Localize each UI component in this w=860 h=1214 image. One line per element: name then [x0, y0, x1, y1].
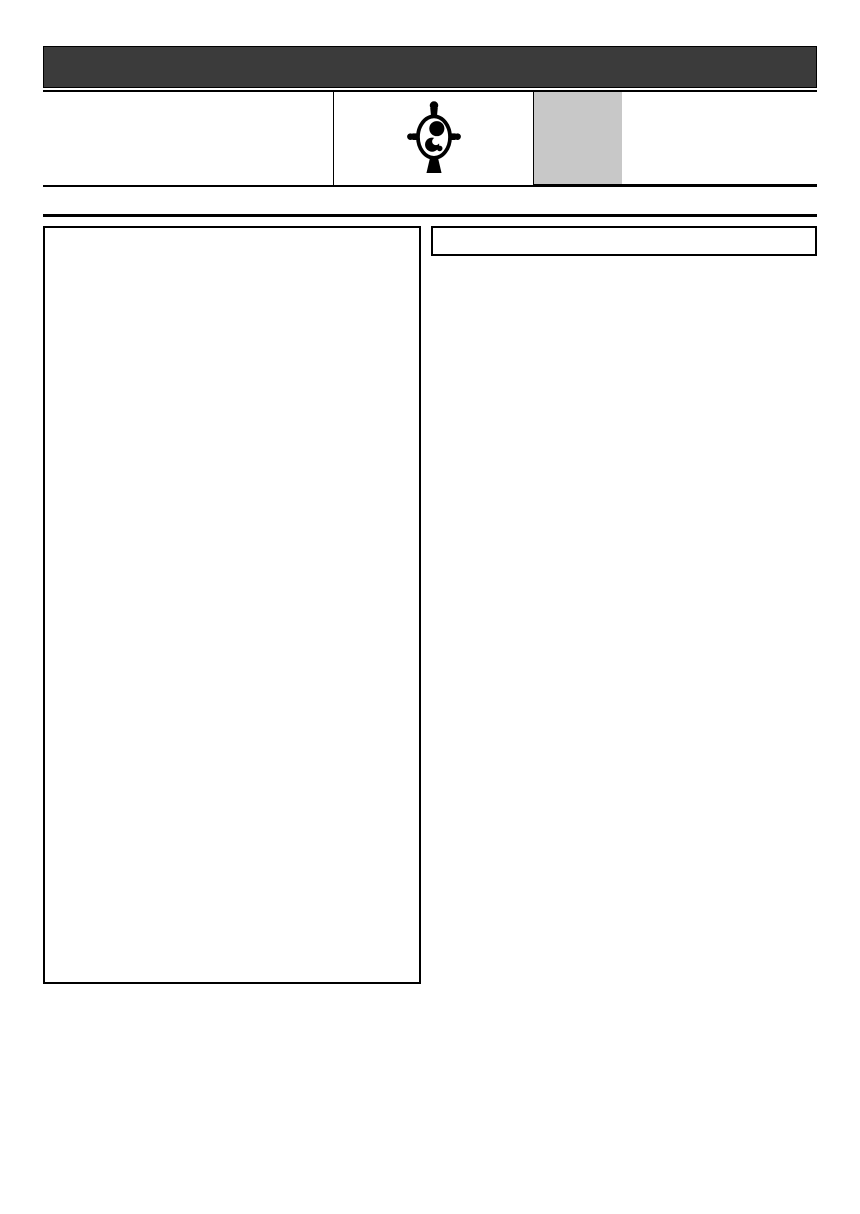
header-center	[56, 59, 806, 75]
music-staff	[43, 998, 817, 1094]
sunday-mass-row	[534, 92, 817, 185]
pastoral-plan-box	[43, 226, 421, 984]
main-content	[43, 226, 817, 984]
right-column	[431, 226, 817, 256]
church-panel	[333, 92, 534, 185]
notice-box	[431, 226, 817, 256]
baptism-strip	[43, 187, 817, 217]
mass-table	[534, 92, 817, 185]
church-emblem-icon	[401, 99, 467, 179]
sheet-music	[43, 998, 817, 1099]
contact-table	[43, 92, 333, 185]
info-table	[43, 90, 817, 187]
sunday-mass-times	[622, 92, 817, 184]
header-bar	[43, 46, 817, 88]
sunday-mass-label	[534, 92, 622, 184]
header-links	[56, 59, 806, 75]
